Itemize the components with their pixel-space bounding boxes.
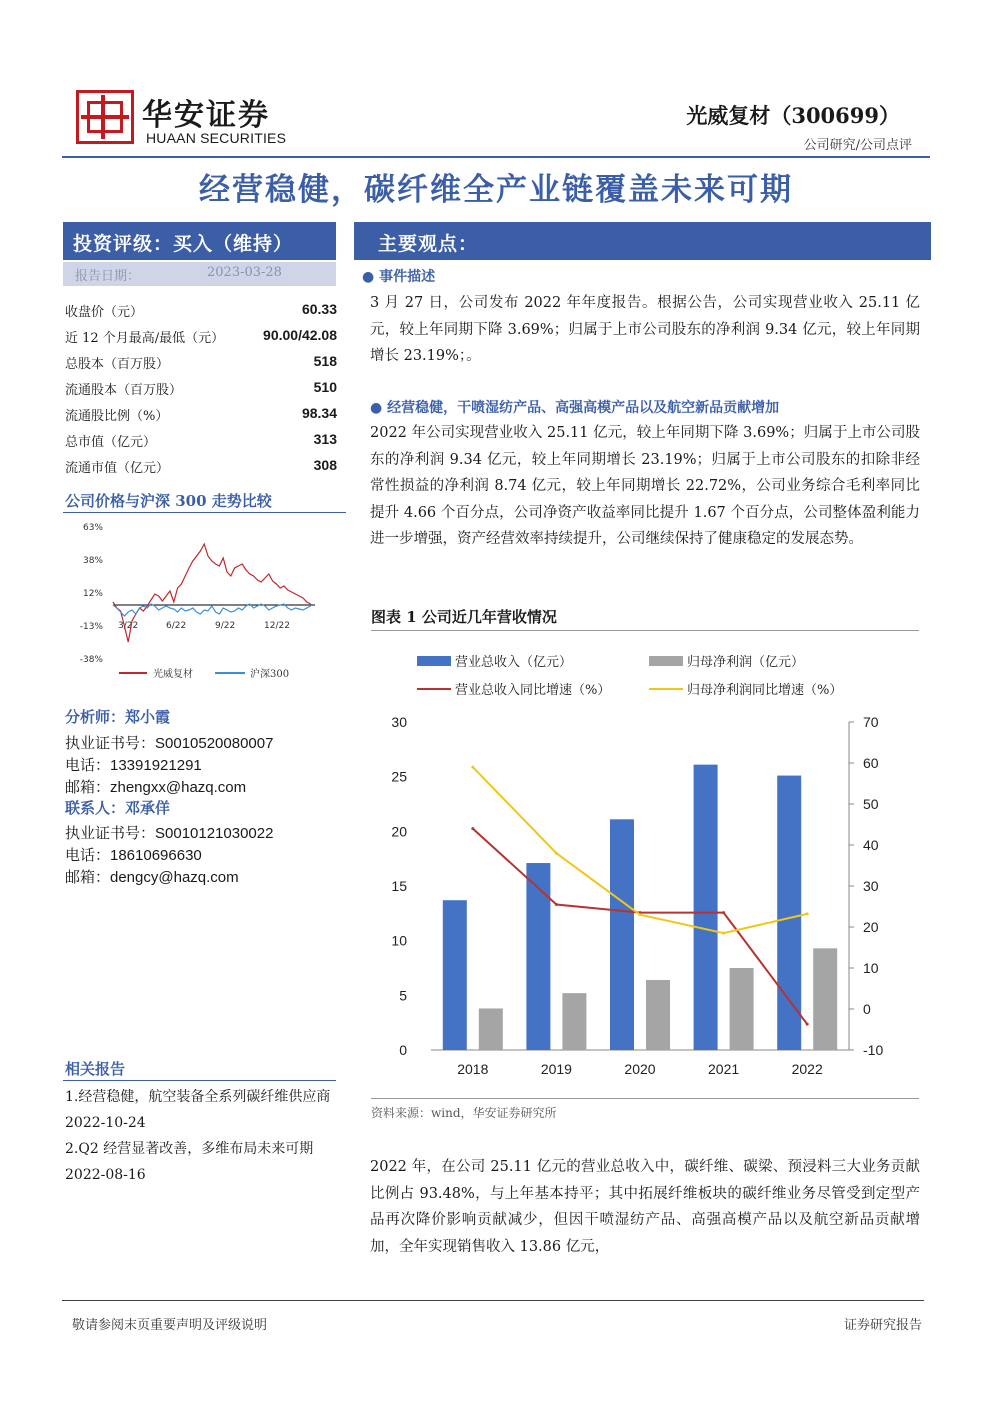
figure-source: 资料来源：wind，华安证券研究所 (371, 1106, 557, 1120)
line-point (722, 932, 725, 935)
x-tick-label: 2019 (540, 1061, 572, 1077)
report-date-bar (63, 262, 336, 286)
price-chart-y-tick: 12% (82, 589, 103, 599)
stat-label: 收盘价（元） (65, 305, 144, 320)
x-tick-label: 2021 (708, 1061, 740, 1077)
price-legend-index: 沪深300 (250, 669, 290, 680)
y-left-tick-label: 0 (399, 1042, 407, 1058)
x-tick-label: 2020 (624, 1061, 656, 1077)
price-chart-y-tick: 63% (82, 523, 103, 533)
line-point (806, 1023, 809, 1026)
line-point (555, 903, 558, 906)
logo-text-en: HUAAN SECURITIES (146, 130, 287, 146)
analyst-cert: 执业证书号：S0010520080007 (65, 735, 274, 752)
bar-net-profit (646, 980, 670, 1050)
contact-title: 联系人：邓承佯 (65, 799, 171, 817)
y-left-tick-label: 30 (391, 714, 407, 730)
stat-value: 90.00/42.08 (263, 327, 337, 343)
line-point (639, 913, 642, 916)
footer-divider (62, 1300, 924, 1301)
stat-row (65, 297, 337, 323)
y-right-tick-label: 60 (863, 755, 879, 771)
report-date-value: 2023-03-28 (207, 265, 282, 280)
stat-label: 流通股本（百万股） (65, 383, 183, 398)
bar-net-profit (813, 948, 837, 1050)
contact-phone: 电话：18610696630 (65, 847, 202, 864)
legend-label-0: 营业总收入（亿元） (455, 655, 573, 670)
y-right-tick-label: 70 (863, 714, 879, 730)
analyst-phone: 电话：13391921291 (65, 757, 202, 774)
y-left-tick-label: 25 (391, 768, 407, 785)
stat-row (65, 349, 337, 375)
y-left-tick-label: 15 (391, 878, 407, 894)
stat-value: 313 (313, 431, 337, 447)
bullet-event: ● 事件描述 (362, 269, 436, 285)
stat-row (65, 453, 337, 479)
y-left-tick-label: 20 (391, 823, 407, 840)
y-left-tick-label: 10 (391, 932, 407, 949)
bar-revenue (610, 819, 634, 1050)
company-name: 光威复材（300699） (686, 103, 900, 128)
y-right-tick-label: 50 (863, 796, 879, 812)
stat-value: 98.34 (301, 405, 337, 421)
revenue-chart (371, 640, 919, 1090)
price-chart-title: 公司价格与沪深 300 走势比较 (65, 492, 272, 510)
x-tick-label: 2018 (457, 1061, 489, 1077)
line-profit-growth (473, 767, 807, 933)
line-point (806, 912, 809, 915)
paragraph-event: 3 月 27 日，公司发布 2022 年年度报告。根据公告，公司实现营业收入 25.11 亿元，较上年同期下降 3.69%；归属于上市公司股东的净利润 9.34 亿元，较上年同期增长 23.19%；。 (370, 295, 920, 364)
bar-net-profit (730, 968, 754, 1050)
stat-label: 总股本（百万股） (65, 357, 170, 372)
line-point (555, 852, 558, 855)
paragraph-operation: 2022 年公司实现营业收入 25.11 亿元，较上年同期下降 3.69%；归属于上市公司股东的净利润 9.34 亿元，较上年同期增长 23.19%；归属于上市公司股东的扣除非经常性损益的净利润 8.74 亿元，较上年同期增长 22.72%，公司业务综合毛利率同比提升 4.66 个百分点，公司净资产收益率同比提升 1.67 个百分点，公司整体盈利能力进一步增强，资产经营效率持续提升，公司继续保持了健康稳定的发展态势。 (370, 425, 920, 547)
stat-label: 总市值（亿元） (65, 435, 157, 450)
x-tick-label: 2022 (791, 1061, 823, 1077)
stat-value: 308 (313, 457, 337, 473)
price-chart-y-tick: -38% (79, 655, 103, 665)
legend-swatch-1 (649, 656, 683, 666)
y-right-tick-label: 30 (863, 878, 879, 894)
y-left-tick-label: 5 (399, 987, 407, 1004)
stat-row (65, 427, 337, 453)
y-right-tick-label: -10 (863, 1042, 884, 1058)
figure-top-rule (371, 630, 919, 631)
analyst-email[interactable]: 邮箱：zhengxx@hazq.com (65, 779, 247, 796)
bar-revenue (694, 765, 718, 1050)
stat-row (65, 323, 337, 349)
bullet-operation-text: 经营稳健，干喷湿纺产品、高强高模产品以及航空新品贡献增加 (387, 400, 780, 416)
related-report-2[interactable]: 2.Q2 经营显著改善，多维布局未来可期 2022-08-16 (65, 1141, 314, 1183)
price-legend-company: 光威复材 (153, 669, 193, 680)
figure-bottom-rule (371, 1098, 919, 1099)
y-right-tick-label: 10 (863, 960, 879, 976)
legend-label-2: 营业总收入同比增速（%） (455, 683, 611, 698)
related-reports-title: 相关报告 (65, 1060, 126, 1078)
paragraph-business: 2022 年，在公司 25.11 亿元的营业总收入中，碳纤维、碳梁、预浸料三大业务贡献比例占 93.48%，与上年基本持平；其中拓展纤维板块的碳纤维业务尽管受到定型产品再次降价影响贡献减少，但因干喷湿纺产品、高强高模产品以及航空新品贡献增加，全年实现销售收入 13.86 亿元， (370, 1159, 920, 1255)
stat-label: 流通股比例（%） (65, 409, 169, 424)
bar-revenue (526, 863, 550, 1050)
bullet-operation: ● 经营稳健，干喷湿纺产品、高强高模产品以及航空新品贡献增加 (370, 400, 780, 416)
analyst-title: 分析师：郑小霞 (65, 708, 171, 726)
logo-mark (76, 90, 134, 144)
logo-text-cn: 华安证券 (142, 98, 270, 133)
y-right-tick-label: 0 (863, 1001, 871, 1017)
figure-title: 图表 1 公司近几年营收情况 (371, 608, 557, 626)
stat-row (65, 375, 337, 401)
report-category: 公司研究/公司点评 (803, 138, 912, 153)
header-divider (62, 156, 930, 158)
bar-net-profit (479, 1008, 503, 1050)
legend-swatch-0 (417, 656, 451, 666)
price-chart-x-tick: 3/22 (118, 621, 139, 631)
rating-banner: 投资评级：买入（维持） (63, 222, 336, 260)
stat-value: 510 (313, 379, 337, 395)
stat-row (65, 401, 337, 427)
report-title: 经营稳健，碳纤维全产业链覆盖未来可期 (199, 172, 793, 208)
bar-revenue (777, 776, 801, 1050)
legend-label-1: 归母净利润（亿元） (687, 655, 805, 670)
contact-email[interactable]: 邮箱：dengcy@hazq.com (65, 869, 239, 886)
price-comparison-chart (63, 516, 338, 696)
y-right-tick-label: 20 (863, 919, 879, 935)
report-date-label: 报告日期： (75, 269, 141, 284)
related-divider (63, 1080, 336, 1081)
stat-label: 流通市值（亿元） (65, 461, 170, 476)
price-chart-x-tick: 6/22 (166, 621, 187, 631)
contact-cert: 执业证书号：S0010121030022 (65, 825, 274, 842)
price-chart-divider (63, 512, 346, 513)
stat-label: 近 12 个月最高/最低（元） (65, 331, 225, 346)
price-chart-x-tick: 9/22 (215, 621, 236, 631)
footer-report-type: 证券研究报告 (843, 1318, 922, 1333)
line-point (471, 766, 474, 769)
footer-disclaimer[interactable]: 敬请参阅末页重要声明及评级说明 (72, 1318, 268, 1333)
bar-net-profit (562, 993, 586, 1050)
legend-label-3: 归母净利润同比增速（%） (687, 683, 843, 698)
y-right-tick-label: 40 (863, 837, 879, 853)
line-point (722, 911, 725, 914)
stat-value: 518 (313, 353, 337, 369)
price-chart-x-tick: 12/22 (264, 621, 290, 631)
price-chart-y-tick: 38% (82, 556, 103, 566)
bar-revenue (443, 900, 467, 1050)
main-views-banner: 主要观点： (354, 222, 931, 260)
related-report-1[interactable]: 1.经营稳健，航空装备全系列碳纤维供应商 2022-10-24 (65, 1089, 331, 1131)
stat-value: 60.33 (301, 301, 337, 317)
bullet-event-text: 事件描述 (379, 269, 436, 285)
price-chart-y-tick: -13% (79, 622, 103, 632)
line-point (471, 827, 474, 830)
